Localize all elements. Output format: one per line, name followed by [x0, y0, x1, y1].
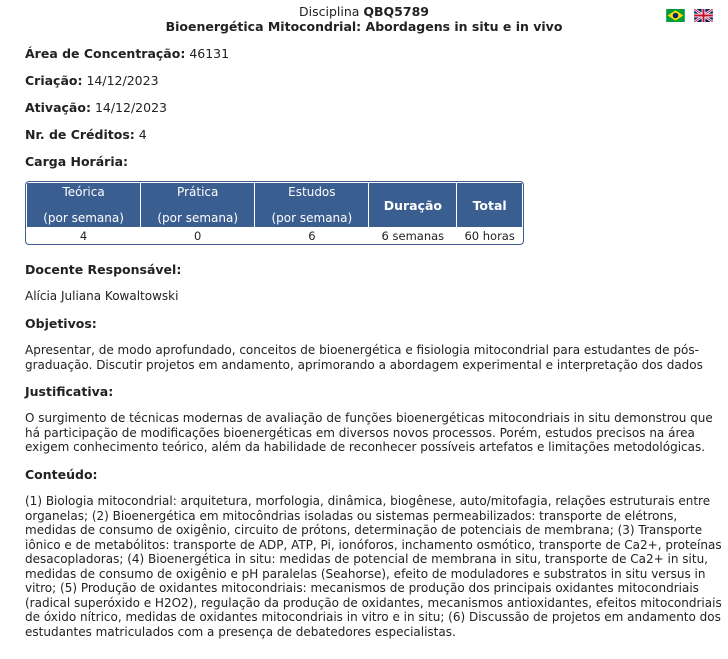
course-code: QBQ5789 [363, 4, 429, 19]
cell-teorica: 4 [79, 228, 88, 243]
justificativa-text: O surgimento de técnicas modernas de avaliação de funções bioenergéticas mitocondriais in situ demonstrou que há participação de modificações bioenergéticas em diversos novos processos. Porém, estudos precisos na área exigem conhecimento teórico, além da habilidade de reconhecer possíveis artefatos e limitações metodológicas. [25, 411, 713, 454]
area-concentracao [25, 46, 229, 61]
carga-horaria-table [25, 181, 524, 245]
criacao-label: Criação: [25, 73, 83, 88]
header-pratica: Prática (por semana) [141, 183, 254, 227]
brazil-flag-icon[interactable] [666, 9, 685, 22]
docente-name: Alícia Juliana Kowaltowski [25, 289, 179, 303]
criacao-value: 14/12/2023 [86, 73, 159, 88]
header-duracao: Duração [369, 183, 456, 227]
header-total: Total [457, 183, 522, 227]
area-value: 46131 [189, 46, 230, 61]
conteudo-title: Conteúdo: [25, 467, 98, 482]
ativacao [25, 100, 167, 115]
creditos [25, 127, 147, 142]
creditos-value: 4 [138, 127, 147, 142]
page-header [0, 4, 728, 34]
course-title: Bioenergética Mitocondrial: Abordagens in situ e in vivo [165, 19, 563, 34]
header-estudos: Estudos (por semana) [255, 183, 368, 227]
ativacao-label: Ativação: [25, 100, 91, 115]
course-prefix: Disciplina [299, 4, 360, 19]
carga-horaria [25, 154, 128, 169]
cell-pratica: 0 [194, 228, 202, 243]
language-selector [666, 9, 713, 22]
carga-label: Carga Horária: [25, 154, 129, 169]
conteudo-text: (1) Biologia mitocondrial: arquitetura, morfologia, dinâmica, biogênese, auto/mitofagia, relações estruturais entre organelas; (2) Bioenergética em mitocôndrias isoladas ou sistemas permeabilizados: transporte de elétrons, medidas de consumo de oxigênio, circuito de prótons, determinação de potenciais de membrana; (3) Transporte iônico e de metabólitos: transporte de ADP, ATP, Pi, ionóforos, inchamento osmótico, transporte de Ca2+, proteínas desacopladoras; (4) Bioenergética in situ: medidas de potencial de membrana in situ, transporte de Ca2+ in situ, medidas de consumo de oxigênio e pH paralelas (Seahorse), efeito de moduladores e substratos in situ versus in vitro; (5) Produção de oxidantes mitocondriais: mecanismos de produção dos principais oxidantes mitocondriais (radical superóxido e H2O2), regulação da produção de oxidantes, mecanismos antioxidantes, efeitos mitocondriais de óxido nítrico, medidas de oxidantes mitocondriais in vitro e in situ; (6) Discussão de projetos em andamento dos estudantes matriculados com a presença de debatedores especialistas. [25, 494, 722, 639]
header-teorica: Teórica (por semana) [27, 183, 140, 227]
table-row [27, 228, 522, 243]
objetivos-text: Apresentar, de modo aprofundado, conceitos de bioenergética e fisiologia mitocondrial para estudantes de pós-graduação. Discutir projetos em andamento, aprimorando a abordagem experimental e interpretação dos dados [25, 343, 703, 372]
uk-flag-icon[interactable] [694, 9, 713, 22]
ativacao-value: 14/12/2023 [94, 100, 167, 115]
cell-duracao: 6 semanas [381, 228, 445, 243]
course-code-line [0, 4, 728, 19]
objetivos-title: Objetivos: [25, 316, 97, 331]
justificativa-title: Justificativa: [25, 384, 114, 399]
criacao [25, 73, 159, 88]
cell-total: 60 horas [464, 228, 515, 243]
cell-estudos: 6 [308, 228, 316, 243]
area-label: Área de Concentração: [25, 46, 186, 61]
docente-title: Docente Responsável: [25, 262, 182, 277]
creditos-label: Nr. de Créditos: [25, 127, 135, 142]
